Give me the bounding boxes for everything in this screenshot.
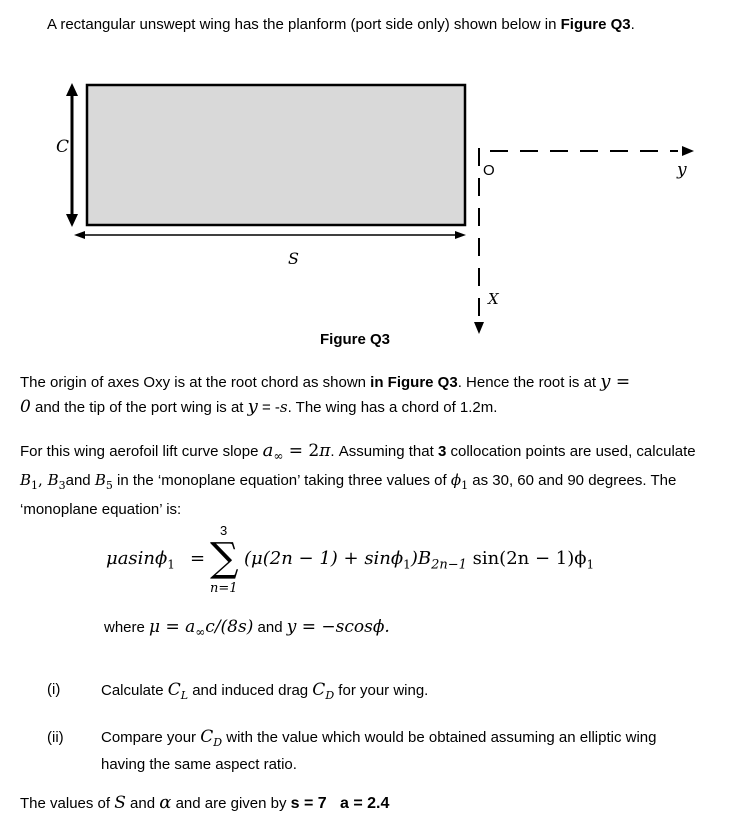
p2-b3-sub: 3 xyxy=(58,479,66,492)
p2-text-4: in the ‘monoplane equation’ taking three values of xyxy=(112,472,451,489)
wing-planform xyxy=(87,85,465,225)
p2-phi: ϕ xyxy=(450,471,462,489)
p2-three: 3 xyxy=(437,443,447,460)
values-alpha: α xyxy=(159,792,172,813)
item-1-t1: Calculate xyxy=(101,682,168,699)
item-1-text xyxy=(101,679,701,707)
intro-text: A rectangular unswept wing has the planform (port side only) shown below in xyxy=(47,16,561,33)
p1-figure-ref: in Figure Q3 xyxy=(370,374,458,391)
p2-comma: , xyxy=(38,471,48,489)
label-c: C xyxy=(56,137,70,157)
p2-pi: π xyxy=(319,441,331,461)
label-x: X xyxy=(488,290,499,308)
p2-text-3: collocation points are used, calculate xyxy=(446,443,696,460)
eq-lhs-sub: 1 xyxy=(167,557,175,572)
item-2-text xyxy=(101,726,701,776)
figure-q3 xyxy=(0,0,756,360)
p2-inf: ∞ xyxy=(273,449,284,463)
p1-y: y xyxy=(600,371,611,392)
item-1-cl-sub: L xyxy=(180,689,189,702)
eq-rhs-sub2: 2n−1 xyxy=(431,557,467,573)
eq-sum-lower-text: n=1 xyxy=(210,581,238,596)
eq-equals: = xyxy=(190,548,206,569)
p1-s: s xyxy=(279,398,288,416)
values-line xyxy=(20,792,389,813)
where-a: a xyxy=(185,617,196,637)
where-eq2: = −scosϕ. xyxy=(296,617,390,637)
eq-rhs-a: (μ(2n − 1) + sinϕ xyxy=(244,548,404,569)
p1-text-5: . The wing has a chord of 1.2m. xyxy=(287,399,498,416)
eq-rhs-b: )B xyxy=(410,548,432,569)
p2-b1: B xyxy=(20,471,32,489)
item-1-cd: C xyxy=(312,680,326,700)
p1-eq: = xyxy=(610,372,631,392)
intro-end: . xyxy=(630,16,635,33)
p2-text-1: For this wing aerofoil lift curve slope xyxy=(20,443,263,460)
item-1-cd-sub: D xyxy=(325,689,335,702)
figure-caption: Figure Q3 xyxy=(320,331,391,348)
values-t3: and are given by xyxy=(171,795,291,812)
where-mu: μ xyxy=(149,617,161,637)
p2-phi-sub: 1 xyxy=(461,479,469,492)
eq-sum-upper: 3 xyxy=(220,523,228,538)
eq-lhs-text: μasinϕ xyxy=(106,548,168,569)
values-t2: and xyxy=(125,795,160,812)
eq-rhs xyxy=(244,548,594,573)
p1-zero: 0 xyxy=(20,397,31,417)
item-2-number: (ii) xyxy=(47,729,64,746)
label-o: O xyxy=(483,162,495,179)
label-y: y xyxy=(677,160,687,180)
p1-y2: y xyxy=(247,396,258,417)
where-inf: ∞ xyxy=(195,625,206,639)
p2-b5: B xyxy=(94,471,106,489)
label-s: S xyxy=(288,249,299,268)
values-given: s = 7 a = 2.4 xyxy=(290,795,390,812)
where-rest: c/(8s) xyxy=(205,617,254,637)
p2-eq: = 2 xyxy=(283,441,320,461)
where-line xyxy=(104,617,390,639)
p2-b3: B xyxy=(47,471,59,489)
eq-rhs-sub3: 1 xyxy=(586,557,595,572)
item-1-t2: and induced drag xyxy=(188,682,313,699)
item-2-cd-sub: D xyxy=(213,736,223,749)
p1-text-3: and the tip of the port wing is at xyxy=(30,399,248,416)
values-t1: The values of xyxy=(20,795,115,812)
p1-text-4: = - xyxy=(257,399,280,416)
p2-a: a xyxy=(262,440,274,461)
item-2-t2: with the value which would be obtained assuming an elliptic wing having the same aspect ratio. xyxy=(101,729,657,773)
intro-figure-ref: Figure Q3 xyxy=(560,16,631,33)
p2-b5-sub: 5 xyxy=(105,479,113,492)
item-1-number: (i) xyxy=(47,681,61,698)
p2-text-5: as 30, 60 and 90 degrees. The ‘monoplane equation’ is: xyxy=(20,472,677,518)
where-text: where xyxy=(104,619,150,636)
item-1-cl: C xyxy=(167,680,181,700)
item-2-t1: Compare your xyxy=(101,729,201,746)
p1-text-1: The origin of axes Oxy is at the root chord as shown xyxy=(20,374,371,391)
paragraph-origin xyxy=(20,370,710,420)
item-1-t3: for your wing. xyxy=(334,682,429,699)
eq-sum-lower xyxy=(210,581,238,596)
where-and: and xyxy=(253,619,287,636)
paragraph-task xyxy=(20,439,710,522)
item-2-cd: C xyxy=(200,727,214,747)
p1-text-2: . Hence the root is at xyxy=(457,374,601,391)
eq-lhs xyxy=(106,548,175,572)
eq-sigma: ∑ xyxy=(210,535,239,581)
p2-b1-sub: 1 xyxy=(31,479,39,492)
p2-text-2: . Assuming that xyxy=(330,443,438,460)
p2-and: and xyxy=(65,472,95,489)
where-y: y xyxy=(286,617,297,637)
eq-rhs-c: sin(2n − 1)ϕ xyxy=(466,548,587,569)
where-eq: = xyxy=(160,617,186,637)
values-s: S xyxy=(114,793,126,813)
eq-rhs-sub1: 1 xyxy=(403,557,411,572)
